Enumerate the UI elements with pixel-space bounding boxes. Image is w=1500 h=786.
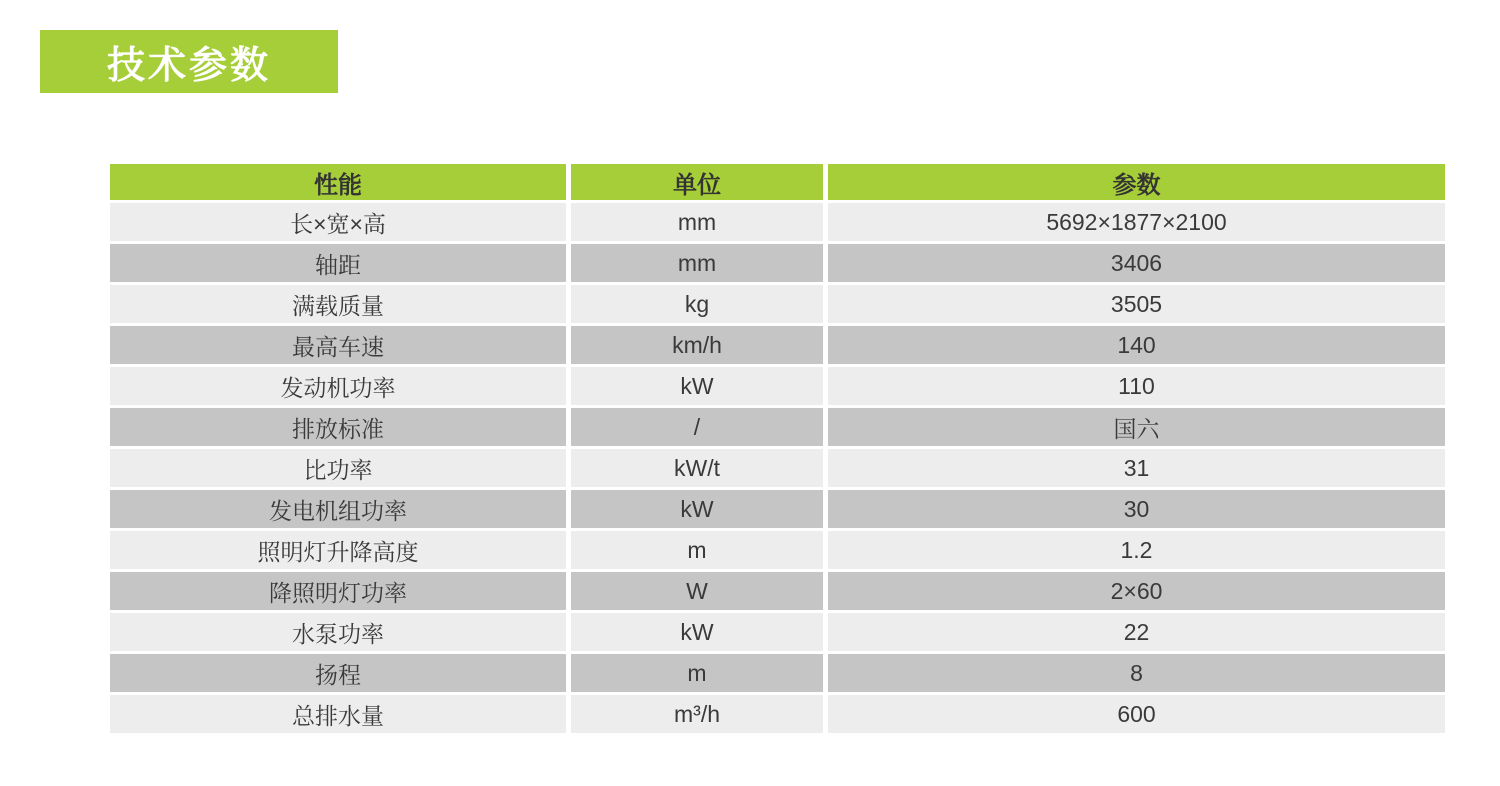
spec-unit-cell: kW bbox=[566, 490, 828, 531]
spec-unit-cell: m³/h bbox=[566, 695, 828, 736]
spec-value-cell: 1.2 bbox=[828, 531, 1445, 572]
spec-unit-cell: mm bbox=[566, 203, 828, 244]
column-header-property: 性能 bbox=[110, 164, 566, 203]
spec-value-cell: 2×60 bbox=[828, 572, 1445, 613]
section-title-text: 技术参数 bbox=[106, 45, 271, 87]
table-row bbox=[110, 490, 1445, 531]
spec-property-cell: 轴距 bbox=[110, 244, 566, 285]
spec-property-cell: 水泵功率 bbox=[110, 613, 566, 654]
spec-property-cell: 总排水量 bbox=[110, 695, 566, 736]
spec-value-cell: 5692×1877×2100 bbox=[828, 203, 1445, 244]
spec-value-cell: 140 bbox=[828, 326, 1445, 367]
table-row bbox=[110, 613, 1445, 654]
spec-unit-cell: kW bbox=[566, 613, 828, 654]
spec-unit-cell: kg bbox=[566, 285, 828, 326]
spec-unit-cell: kW bbox=[566, 367, 828, 408]
spec-unit-cell: km/h bbox=[566, 326, 828, 367]
spec-property-cell: 发动机功率 bbox=[110, 367, 566, 408]
spec-value-cell: 600 bbox=[828, 695, 1445, 736]
table-row bbox=[110, 367, 1445, 408]
spec-unit-cell: m bbox=[566, 531, 828, 572]
spec-value-cell: 31 bbox=[828, 449, 1445, 490]
table-row bbox=[110, 203, 1445, 244]
header-row bbox=[110, 164, 1445, 203]
spec-value-cell: 3505 bbox=[828, 285, 1445, 326]
column-header-unit: 单位 bbox=[566, 164, 828, 203]
spec-property-cell: 照明灯升降高度 bbox=[110, 531, 566, 572]
spec-property-cell: 扬程 bbox=[110, 654, 566, 695]
spec-property-cell: 降照明灯功率 bbox=[110, 572, 566, 613]
spec-table-body bbox=[110, 203, 1445, 736]
table-row bbox=[110, 285, 1445, 326]
spec-property-cell: 发电机组功率 bbox=[110, 490, 566, 531]
spec-property-cell: 比功率 bbox=[110, 449, 566, 490]
spec-value-cell: 30 bbox=[828, 490, 1445, 531]
table-row bbox=[110, 572, 1445, 613]
spec-value-cell: 8 bbox=[828, 654, 1445, 695]
spec-table-header bbox=[110, 164, 1445, 203]
section-title-badge bbox=[40, 30, 338, 93]
spec-property-cell: 长×宽×高 bbox=[110, 203, 566, 244]
spec-value-cell: 国六 bbox=[828, 408, 1445, 449]
spec-property-cell: 最高车速 bbox=[110, 326, 566, 367]
table-row bbox=[110, 531, 1445, 572]
table-row bbox=[110, 326, 1445, 367]
spec-property-cell: 排放标准 bbox=[110, 408, 566, 449]
spec-value-cell: 3406 bbox=[828, 244, 1445, 285]
spec-unit-cell: m bbox=[566, 654, 828, 695]
spec-unit-cell: / bbox=[566, 408, 828, 449]
spec-unit-cell: W bbox=[566, 572, 828, 613]
spec-value-cell: 110 bbox=[828, 367, 1445, 408]
column-header-value: 参数 bbox=[828, 164, 1445, 203]
table-row bbox=[110, 408, 1445, 449]
table-row bbox=[110, 449, 1445, 490]
table-row bbox=[110, 695, 1445, 736]
spec-property-cell: 满载质量 bbox=[110, 285, 566, 326]
table-row bbox=[110, 654, 1445, 695]
spec-table bbox=[110, 164, 1445, 736]
spec-value-cell: 22 bbox=[828, 613, 1445, 654]
table-row bbox=[110, 244, 1445, 285]
spec-unit-cell: kW/t bbox=[566, 449, 828, 490]
spec-unit-cell: mm bbox=[566, 244, 828, 285]
